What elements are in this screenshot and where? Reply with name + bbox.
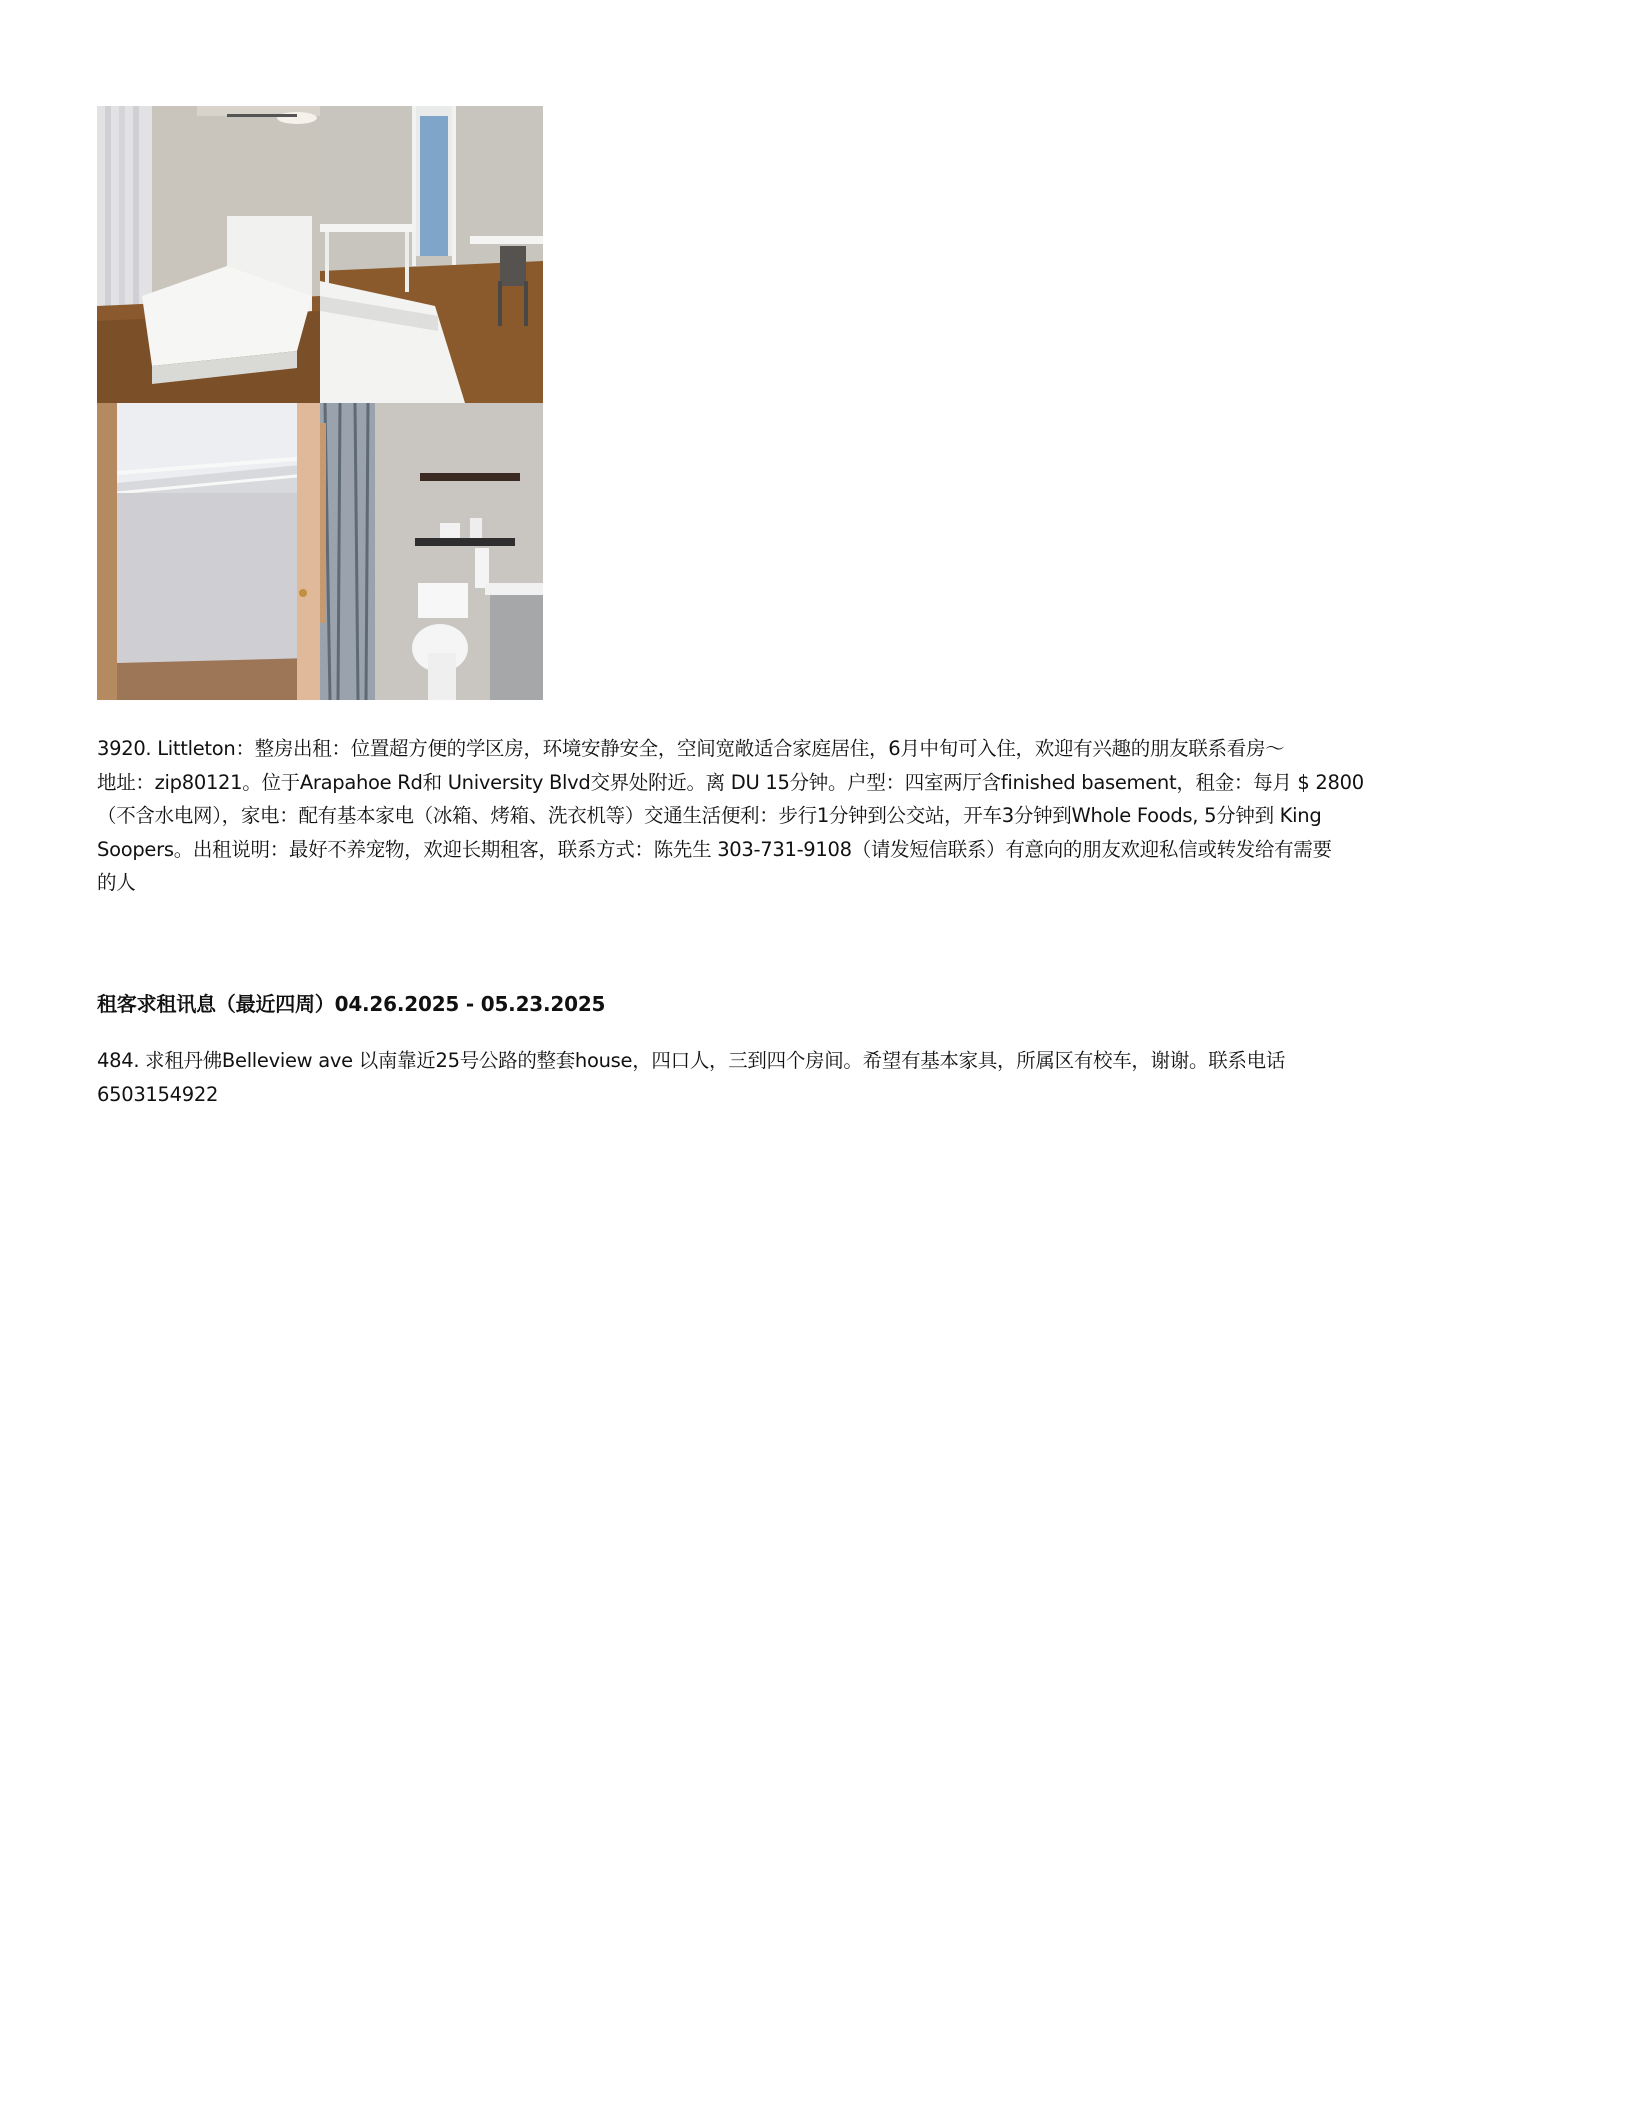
request-line: 6503154922 [97, 1082, 219, 1106]
listing-line: 的人 [97, 871, 136, 894]
listing-line: 地址：zip80121。位于Arapahoe Rd和 University Blvd交界处附近。离 DU 15分钟。户型：四室两厅含finished basement，租金：每月 $ 2800 [97, 770, 1364, 794]
listing-line: 3920. Littleton：整房出租：位置超方便的学区房，环境安静安全，空间宽敞适合家庭居住，6月中旬可入住，欢迎有兴趣的朋友联系看房～ [97, 737, 1285, 760]
request-line: 484. 求租丹佛Belleview ave 以南靠近25号公路的整套house，四口人，三到四个房间。希望有基本家具，所属区有校车，谢谢。联系电话 [97, 1049, 1286, 1072]
listing-line: Soopers。出租说明：最好不养宠物，欢迎长期租客，联系方式：陈先生 303-731-9108（请发短信联系）有意向的朋友欢迎私信或转发给有需要 [97, 837, 1332, 861]
section-title: 租客求租讯息（最近四周）04.26.2025 - 05.23.2025 [97, 992, 606, 1016]
listing-line: （不含水电网），家电：配有基本家电（冰箱、烤箱、洗衣机等）交通生活便利：步行1分钟到公交站，开车3分钟到Whole Foods, 5分钟到 King [97, 804, 1322, 827]
rental-listing-3920 [97, 732, 1517, 900]
closet-photo [97, 403, 320, 700]
bathroom-photo [320, 403, 543, 700]
rental-request-484 [97, 1044, 1517, 1111]
listing-photo-collage [97, 106, 543, 700]
bedroom-desk-photo [320, 106, 543, 403]
bedroom-photo [97, 106, 320, 403]
